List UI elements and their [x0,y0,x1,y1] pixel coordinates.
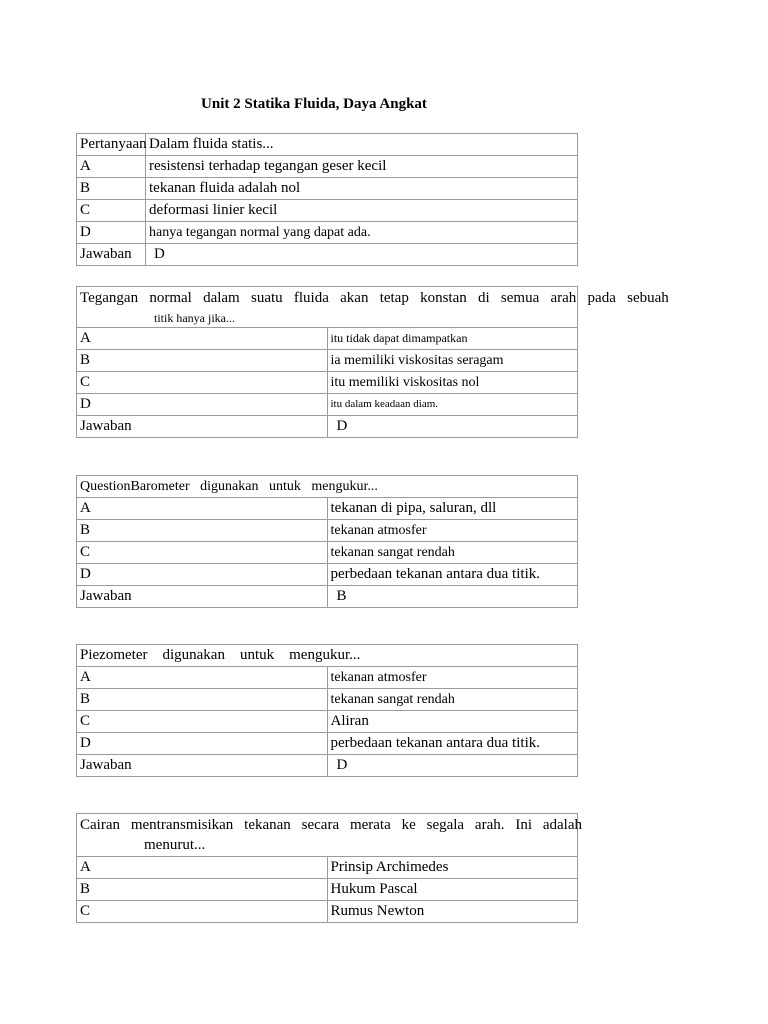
option-key: B [77,689,328,711]
question-text: Piezometer digunakan untuk mengukur... [77,645,578,667]
option-row [77,178,578,200]
question-label: Pertanyaan [77,134,146,156]
option-row [77,667,578,689]
option-row [77,857,578,879]
question-text: QuestionBarometer digunakan untuk mengukur... [77,476,578,498]
option-row [77,542,578,564]
option-text: tekanan atmosfer [327,520,578,542]
answer-value [146,244,578,266]
answer-row [77,586,578,608]
question-text: Dalam fluida statis... [146,134,578,156]
option-key: D [77,222,146,244]
question-table-4 [76,644,578,777]
option-key: C [77,372,328,394]
option-row [77,689,578,711]
option-text: tekanan fluida adalah nol [146,178,578,200]
question-text-line1: Tegangan normal dalam suatu fluida akan tetap konstan di semua arah pada sebuah [80,290,669,306]
option-key: C [77,542,328,564]
answer-value [327,755,578,777]
option-key: A [77,667,328,689]
option-text: hanya tegangan normal yang dapat ada. [146,222,578,244]
option-key: B [77,520,328,542]
option-text: Aliran [327,711,578,733]
answer-value [327,416,578,438]
page-title: Unit 2 Statika Fluida, Daya Angkat [201,96,427,112]
option-text: tekanan di pipa, saluran, dll [327,498,578,520]
question-row [77,814,578,857]
question-cell [77,814,582,857]
option-text: itu memiliki viskositas nol [327,372,578,394]
option-row [77,733,578,755]
option-text: resistensi terhadap tegangan geser kecil [146,156,578,178]
option-key: A [77,156,146,178]
option-key: B [77,350,328,372]
option-text: Rumus Newton [327,901,578,923]
answer-label: Jawaban [77,244,146,266]
question-row [77,134,578,156]
option-row [77,520,578,542]
option-key: C [77,200,146,222]
option-text: Hukum Pascal [327,879,578,901]
option-text: itu tidak dapat dimampatkan [327,328,578,350]
answer-row [77,755,578,777]
option-text: itu dalam keadaan diam. [327,394,578,416]
option-row [77,156,578,178]
answer-value [327,586,578,608]
option-text: perbedaan tekanan antara dua titik. [327,733,578,755]
answer-letter: D [336,757,348,773]
question-text-line2: titik hanya jika... [154,311,235,325]
option-text: Prinsip Archimedes [327,857,578,879]
option-text: tekanan atmosfer [327,667,578,689]
option-row [77,901,578,923]
option-key: A [77,328,328,350]
option-text: ia memiliki viskositas seragam [327,350,578,372]
answer-letter: B [336,588,347,604]
question-table-2 [76,286,669,438]
option-row [77,222,578,244]
option-row [77,372,578,394]
option-row [77,879,578,901]
option-row [77,394,578,416]
question-table-3 [76,475,578,608]
option-key: D [77,394,328,416]
option-row [77,350,578,372]
option-key: D [77,733,328,755]
option-key: A [77,857,328,879]
option-key: B [77,879,328,901]
question-row [77,287,578,328]
answer-label: Jawaban [77,586,328,608]
option-key: B [77,178,146,200]
option-key: C [77,901,328,923]
question-row [77,645,578,667]
option-row [77,328,578,350]
option-row [77,498,578,520]
option-key: A [77,498,328,520]
answer-label: Jawaban [77,755,328,777]
option-text: tekanan sangat rendah [327,689,578,711]
question-cell [77,287,669,328]
option-key: C [77,711,328,733]
answer-row [77,244,578,266]
option-row [77,564,578,586]
option-text: tekanan sangat rendah [327,542,578,564]
option-row [77,200,578,222]
answer-letter: D [336,418,348,434]
option-row [77,711,578,733]
option-key: D [77,564,328,586]
question-text-line2: menurut... [144,837,206,853]
question-text-line1: Cairan mentransmisikan tekanan secara merata ke segala arah. Ini adalah [80,817,582,833]
question-table-5 [76,813,582,923]
question-row [77,476,578,498]
option-text: perbedaan tekanan antara dua titik. [327,564,578,586]
answer-letter: D [154,246,165,262]
option-text: deformasi linier kecil [146,200,578,222]
question-table-1 [76,133,578,266]
answer-label: Jawaban [77,416,328,438]
answer-row [77,416,578,438]
